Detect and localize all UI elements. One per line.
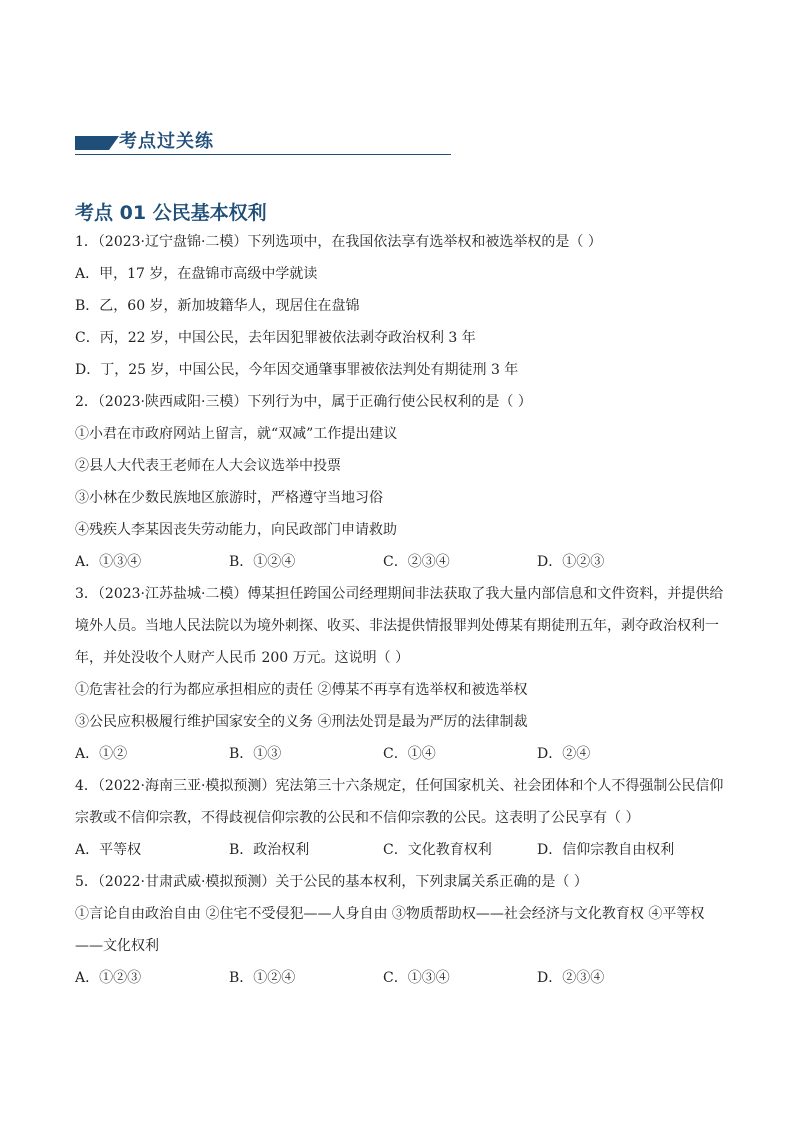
question-option: D．丁，25 岁，中国公民，今年因交通肇事罪被依法判处有期徒刑 3 年 [75,362,519,378]
question-stem: 2．（2023·陕西咸阳·三模）下列行为中，属于正确行使公民权利的是（ ） [75,394,532,410]
answer-options [75,738,725,770]
banner-triangle [109,136,119,150]
answer-option: C．②③④ [383,554,450,570]
answer-option: A．平等权 [75,842,142,858]
question-stem: 4．（2022·海南三亚·模拟预测）宪法第三十六条规定，任何国家机关、社会团体和个人不得强制公民信仰宗教或不信仰宗教，不得歧视信仰宗教的公民和不信仰宗教的公民。这表明了公民享有（ ） [75,778,724,826]
answer-option: C．文化教育权利 [383,842,492,858]
question-statement: ①危害社会的行为都应承担相应的责任 ②傅某不再享有选举权和被选举权 [75,682,528,698]
answer-option: B．①③ [229,746,282,762]
question-statement: ②县人大代表王老师在人大会议选举中投票 [75,458,341,474]
answer-option: A．①② [75,746,128,762]
answer-option: B．①②④ [229,554,296,570]
question-stem: 3．（2023·江苏盐城·二模）傅某担任跨国公司经理期间非法获取了我大量内部信息和文件资料，并提供给境外人员。当地人民法院以为境外刺探、收买、非法提供情报罪判处傅某有期徒刑五年，剥夺政治权利一年，并处没收个人财产人民币 200 万元。这说明（ ） [75,586,724,666]
answer-option: A．①③④ [75,554,142,570]
section-title: 考点 01 公民基本权利 [75,202,267,224]
question-statement: ①言论自由政治自由 ②住宅不受侵犯——人身自由 ③物质帮助权——社会经济与文化教育权 ④平等权——文化权利 [75,906,705,954]
question-list [75,226,725,994]
answer-option: C．①③④ [383,970,450,986]
question-statement: ③公民应积极履行维护国家安全的义务 ④刑法处罚是最为严厉的法律制裁 [75,714,528,730]
banner-title: 考点过关练 [119,131,214,152]
answer-option: D．①②③ [537,554,605,570]
question-stem: 1．（2023·辽宁盘锦·二模）下列选项中，在我国依法享有选举权和被选举权的是（ ） [75,234,602,250]
answer-option: D．②③④ [537,970,605,986]
answer-options [75,546,725,578]
answer-options [75,834,725,866]
question-statement: ③小林在少数民族地区旅游时，严格遵守当地习俗 [75,490,383,506]
banner-underline [75,154,451,155]
answer-option: C．①④ [383,746,436,762]
answer-option: B．政治权利 [229,842,310,858]
answer-option: D．②④ [537,746,591,762]
question-option: C．丙，22 岁，中国公民，去年因犯罪被依法剥夺政治权利 3 年 [75,330,476,346]
answer-option: D．信仰宗教自由权利 [537,842,675,858]
answer-options [75,962,725,994]
question-statement: ①小君在市政府网站上留言，就“双减”工作提出建议 [75,426,398,442]
section-banner [75,130,451,156]
question-option: A．甲，17 岁，在盘锦市高级中学就读 [75,266,318,282]
question-stem: 5．（2022·甘肃武威·模拟预测）关于公民的基本权利，下列隶属关系正确的是（ ） [75,874,588,890]
question-statement: ④残疾人李某因丧失劳动能力，向民政部门申请救助 [75,522,397,538]
question-option: B．乙，60 岁，新加坡籍华人，现居住在盘锦 [75,298,360,314]
answer-option: B．①②④ [229,970,296,986]
banner-bar [75,136,109,150]
answer-option: A．①②③ [75,970,142,986]
